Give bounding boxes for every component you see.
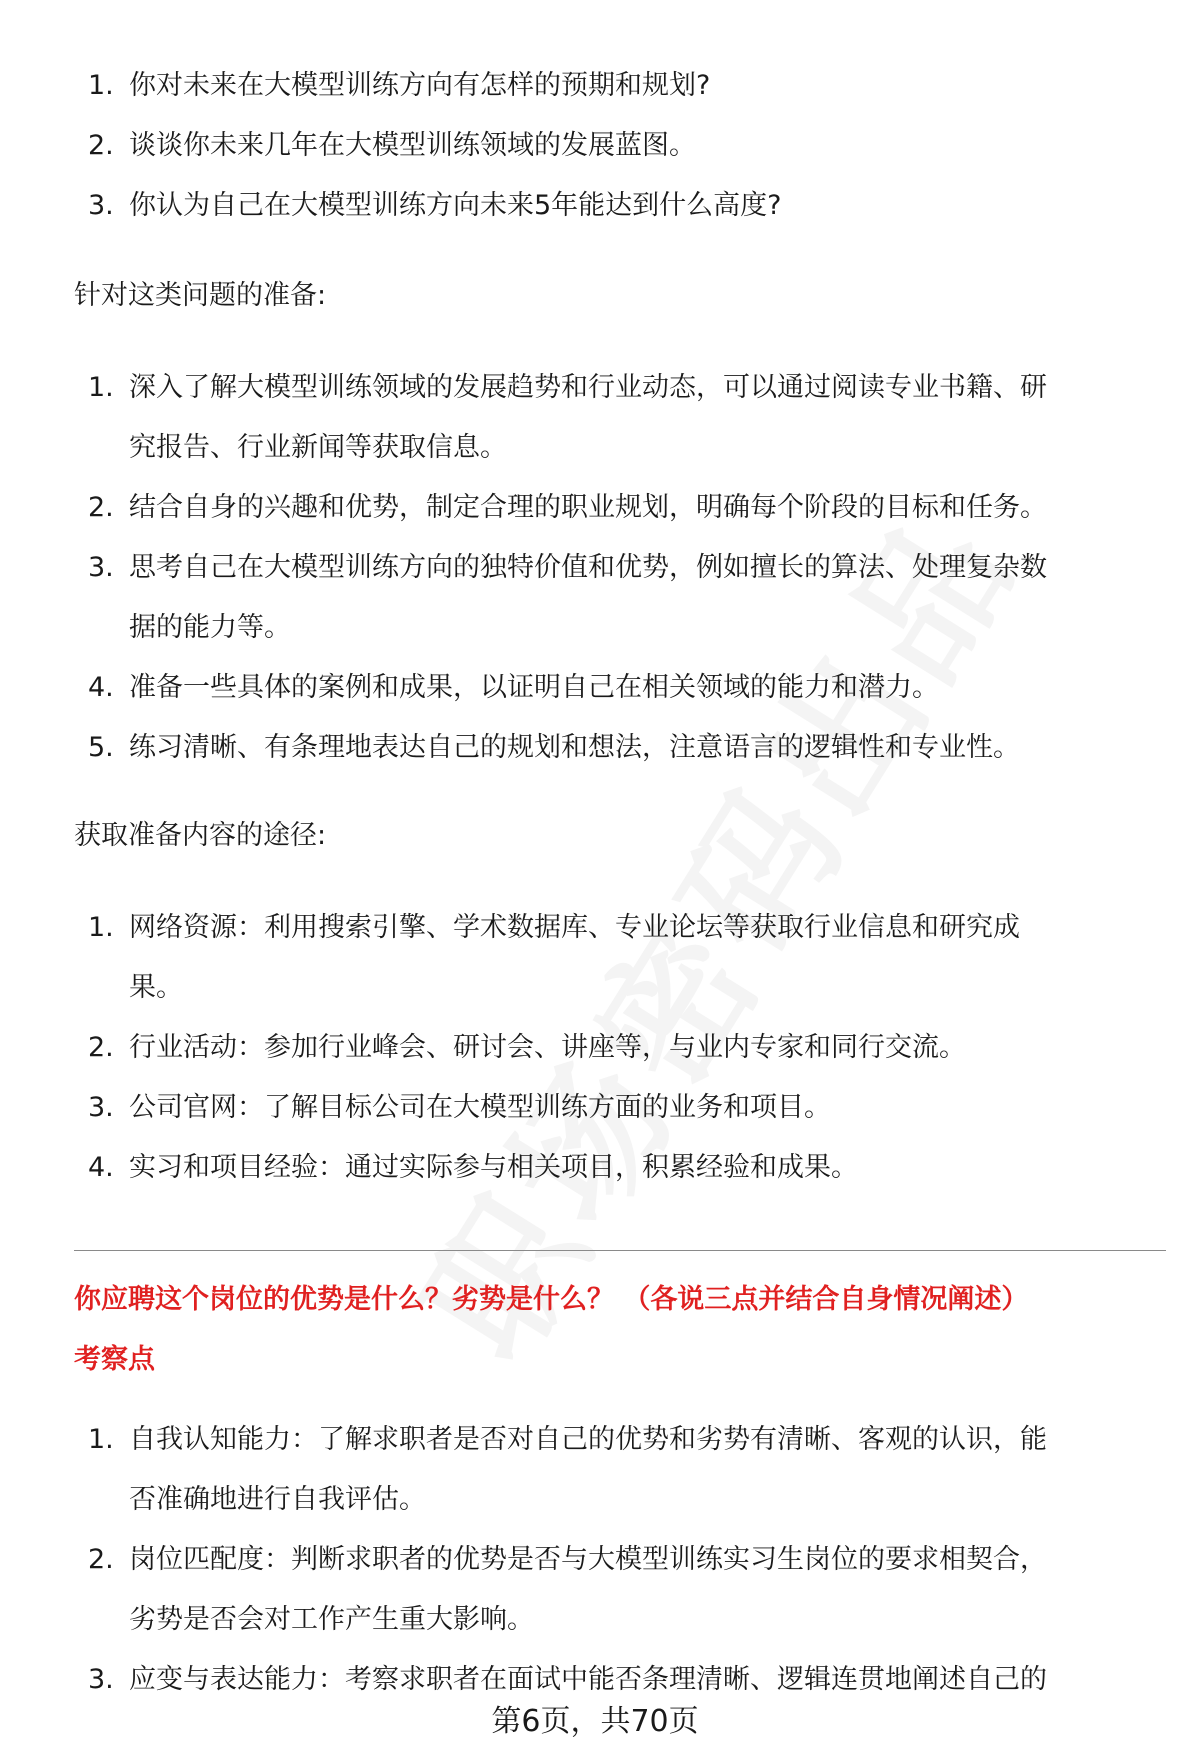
list-item: 3. 你认为自己在大模型训练方向未来5年能达到什么高度? bbox=[88, 190, 782, 221]
list-item: 1. 你对未来在大模型训练方向有怎样的预期和规划? bbox=[88, 70, 711, 101]
exam-list bbox=[0, 1410, 1190, 1710]
list-item: 1. 网络资源：利用搜索引擎、学术数据库、专业论坛等获取行业信息和研究成 果。 bbox=[88, 912, 1020, 1003]
prep-list bbox=[0, 358, 1190, 778]
list-item: 4. 准备一些具体的案例和成果，以证明自己在相关领域的能力和潜力。 bbox=[88, 672, 939, 703]
page-number: 第6页，共70页 bbox=[491, 1704, 699, 1739]
question-title: 你应聘这个岗位的优势是什么？劣势是什么？ （各说三点并结合自身情况阐述） bbox=[74, 1284, 1029, 1315]
exam-heading: 考察点 bbox=[74, 1344, 155, 1375]
list-item: 2. 谈谈你未来几年在大模型训练领域的发展蓝图。 bbox=[88, 130, 696, 161]
list-item: 2. 结合自身的兴趣和优势，制定合理的职业规划，明确每个阶段的目标和任务。 bbox=[88, 492, 1047, 523]
section-divider bbox=[74, 1250, 1166, 1251]
list-item: 3. 公司官网：了解目标公司在大模型训练方面的业务和项目。 bbox=[88, 1092, 831, 1123]
source-list bbox=[0, 898, 1190, 1198]
prep-heading: 针对这类问题的准备: bbox=[74, 280, 327, 311]
question-list bbox=[0, 56, 1190, 236]
source-heading: 获取准备内容的途径: bbox=[74, 820, 327, 851]
list-item: 2. 行业活动：参加行业峰会、研讨会、讲座等，与业内专家和同行交流。 bbox=[88, 1032, 966, 1063]
list-item: 4. 实习和项目经验：通过实际参与相关项目，积累经验和成果。 bbox=[88, 1152, 858, 1183]
list-item: 2. 岗位匹配度：判断求职者的优势是否与大模型训练实习生岗位的要求相契合， 劣势是否会对工作产生重大影响。 bbox=[88, 1544, 1047, 1635]
list-item: 3. 思考自己在大模型训练方向的独特价值和优势，例如擅长的算法、处理复杂数 据的能力等。 bbox=[88, 552, 1047, 643]
list-item: 3. 应变与表达能力：考察求职者在面试中能否条理清晰、逻辑连贯地阐述自己的 bbox=[88, 1664, 1047, 1695]
list-item: 5. 练习清晰、有条理地表达自己的规划和想法，注意语言的逻辑性和专业性。 bbox=[88, 732, 1020, 763]
list-item: 1. 深入了解大模型训练领域的发展趋势和行业动态，可以通过阅读专业书籍、研 究报告、行业新闻等获取信息。 bbox=[88, 372, 1047, 463]
list-item: 1. 自我认知能力：了解求职者是否对自己的优势和劣势有清晰、客观的认识，能 否准确地进行自我评估。 bbox=[88, 1424, 1047, 1515]
